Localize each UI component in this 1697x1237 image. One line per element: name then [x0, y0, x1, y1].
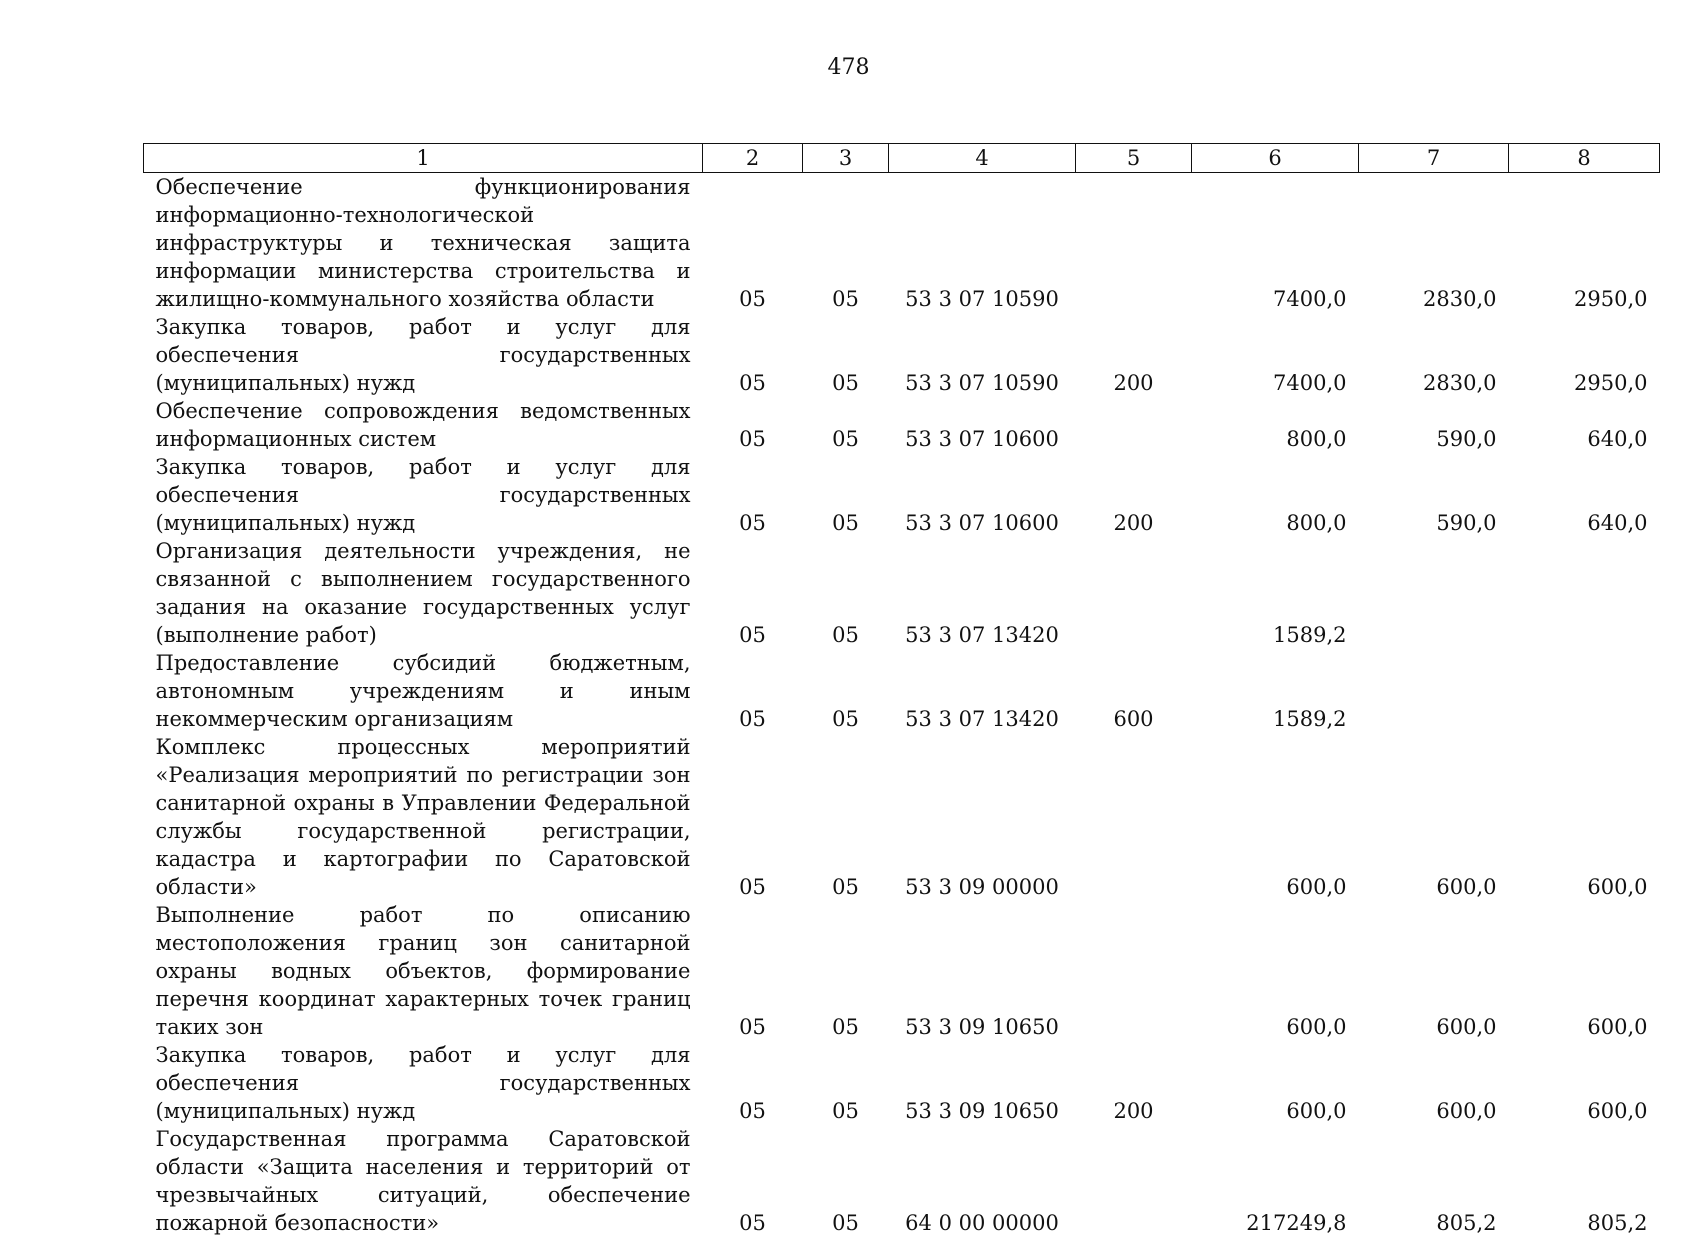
row-section: 05	[739, 623, 766, 647]
row-amount-6: 7400,0	[1273, 287, 1347, 311]
row-amount-6: 7400,0	[1273, 371, 1347, 395]
table-row	[144, 733, 1660, 901]
header-col-7: 7	[1359, 144, 1509, 173]
row-description: Выполнение работ по описанию местоположения границ зон санитарной охраны водных объектов, формирование перечня координат характерных точек границ таких зон	[155, 903, 691, 1039]
row-amount-8: 600,0	[1587, 1015, 1648, 1039]
table-row	[144, 649, 1660, 733]
header-col-5: 5	[1076, 144, 1192, 173]
table-row	[144, 173, 1660, 314]
row-subsection: 05	[832, 1015, 859, 1039]
budget-table	[143, 143, 1660, 1237]
row-expense-type	[1076, 537, 1192, 649]
row-amount-8: 640,0	[1587, 511, 1648, 535]
row-subsection: 05	[832, 511, 859, 535]
row-amount-8: 600,0	[1587, 875, 1648, 899]
row-expense-type	[1076, 733, 1192, 901]
table-row	[144, 1125, 1660, 1237]
row-expense-type	[1076, 173, 1192, 314]
row-expense-type: 200	[1113, 371, 1154, 395]
row-description: Предоставление субсидий бюджетным, автономным учреждениям и иным некоммерческим организациям	[155, 651, 691, 731]
row-amount-7: 590,0	[1436, 427, 1497, 451]
row-amount-6: 1589,2	[1273, 707, 1347, 731]
row-target-code: 53 3 07 10590	[905, 371, 1059, 395]
row-amount-8	[1509, 649, 1660, 733]
row-description: Комплекс процессных мероприятий «Реализация мероприятий по регистрации зон санитарной охраны в Управлении Федеральной службы государственной регистрации, кадастра и картографии по Саратовской области»	[155, 735, 691, 899]
row-subsection: 05	[832, 1211, 859, 1235]
row-section: 05	[739, 287, 766, 311]
row-amount-7: 600,0	[1436, 875, 1497, 899]
row-section: 05	[739, 1015, 766, 1039]
row-amount-8: 640,0	[1587, 427, 1648, 451]
row-description: Обеспечение сопровождения ведомственных информационных систем	[155, 399, 691, 451]
row-subsection: 05	[832, 875, 859, 899]
row-amount-7: 600,0	[1436, 1015, 1497, 1039]
row-amount-7	[1359, 537, 1509, 649]
row-amount-6: 800,0	[1286, 427, 1347, 451]
header-col-6: 6	[1192, 144, 1359, 173]
row-amount-8: 805,2	[1587, 1211, 1648, 1235]
row-section: 05	[739, 511, 766, 535]
row-subsection: 05	[832, 287, 859, 311]
row-target-code: 53 3 07 10600	[905, 427, 1059, 451]
row-target-code: 53 3 09 10650	[905, 1099, 1059, 1123]
row-expense-type	[1076, 901, 1192, 1041]
row-amount-7: 600,0	[1436, 1099, 1497, 1123]
row-section: 05	[739, 1099, 766, 1123]
table-row	[144, 901, 1660, 1041]
table-row	[144, 537, 1660, 649]
row-amount-6: 600,0	[1286, 1099, 1347, 1123]
row-subsection: 05	[832, 371, 859, 395]
row-description: Закупка товаров, работ и услуг для обеспечения государственных (муниципальных) нужд	[155, 455, 691, 535]
row-description: Обеспечение функционирования информационно-технологической инфраструктуры и техническая защита информации министерства строительства и жилищно-коммунального хозяйства области	[155, 175, 691, 311]
row-subsection: 05	[832, 707, 859, 731]
row-target-code: 53 3 07 10600	[905, 511, 1059, 535]
row-amount-8: 2950,0	[1574, 371, 1648, 395]
row-amount-7: 590,0	[1436, 511, 1497, 535]
row-amount-6: 217249,8	[1246, 1211, 1347, 1235]
row-target-code: 53 3 09 10650	[905, 1015, 1059, 1039]
row-subsection: 05	[832, 623, 859, 647]
row-subsection: 05	[832, 1099, 859, 1123]
row-amount-8	[1509, 537, 1660, 649]
row-section: 05	[739, 1211, 766, 1235]
row-amount-7: 805,2	[1436, 1211, 1497, 1235]
row-expense-type: 200	[1113, 1099, 1154, 1123]
header-col-8: 8	[1509, 144, 1660, 173]
row-target-code: 53 3 07 10590	[905, 287, 1059, 311]
row-amount-7	[1359, 649, 1509, 733]
row-amount-6: 800,0	[1286, 511, 1347, 535]
header-col-4: 4	[889, 144, 1076, 173]
row-target-code: 53 3 07 13420	[905, 623, 1059, 647]
table-row	[144, 453, 1660, 537]
row-amount-6: 600,0	[1286, 1015, 1347, 1039]
row-description: Закупка товаров, работ и услуг для обеспечения государственных (муниципальных) нужд	[155, 315, 691, 395]
row-amount-7: 2830,0	[1423, 371, 1497, 395]
row-subsection: 05	[832, 427, 859, 451]
row-expense-type: 200	[1113, 511, 1154, 535]
row-description: Организация деятельности учреждения, не связанной с выполнением государственного задания на оказание государственных услуг (выполнение работ)	[155, 539, 691, 647]
row-description: Закупка товаров, работ и услуг для обеспечения государственных (муниципальных) нужд	[155, 1043, 691, 1123]
row-amount-8: 2950,0	[1574, 287, 1648, 311]
row-amount-8: 600,0	[1587, 1099, 1648, 1123]
row-section: 05	[739, 427, 766, 451]
row-description: Государственная программа Саратовской области «Защита населения и территорий от чрезвычайных ситуаций, обеспечение пожарной безопасности»	[155, 1127, 691, 1235]
header-col-2: 2	[703, 144, 803, 173]
row-target-code: 53 3 09 00000	[905, 875, 1059, 899]
header-col-3: 3	[803, 144, 889, 173]
row-target-code: 64 0 00 00000	[905, 1211, 1059, 1235]
row-expense-type: 600	[1113, 707, 1154, 731]
table-row	[144, 313, 1660, 397]
row-target-code: 53 3 07 13420	[905, 707, 1059, 731]
row-section: 05	[739, 875, 766, 899]
row-expense-type	[1076, 1125, 1192, 1237]
header-row	[144, 144, 1660, 173]
row-amount-6: 600,0	[1286, 875, 1347, 899]
table-row	[144, 397, 1660, 453]
row-amount-7: 2830,0	[1423, 287, 1497, 311]
table-row	[144, 1041, 1660, 1125]
page-number: 478	[827, 55, 870, 80]
header-col-1: 1	[144, 144, 703, 173]
row-section: 05	[739, 371, 766, 395]
row-amount-6: 1589,2	[1273, 623, 1347, 647]
row-section: 05	[739, 707, 766, 731]
row-expense-type	[1076, 397, 1192, 453]
